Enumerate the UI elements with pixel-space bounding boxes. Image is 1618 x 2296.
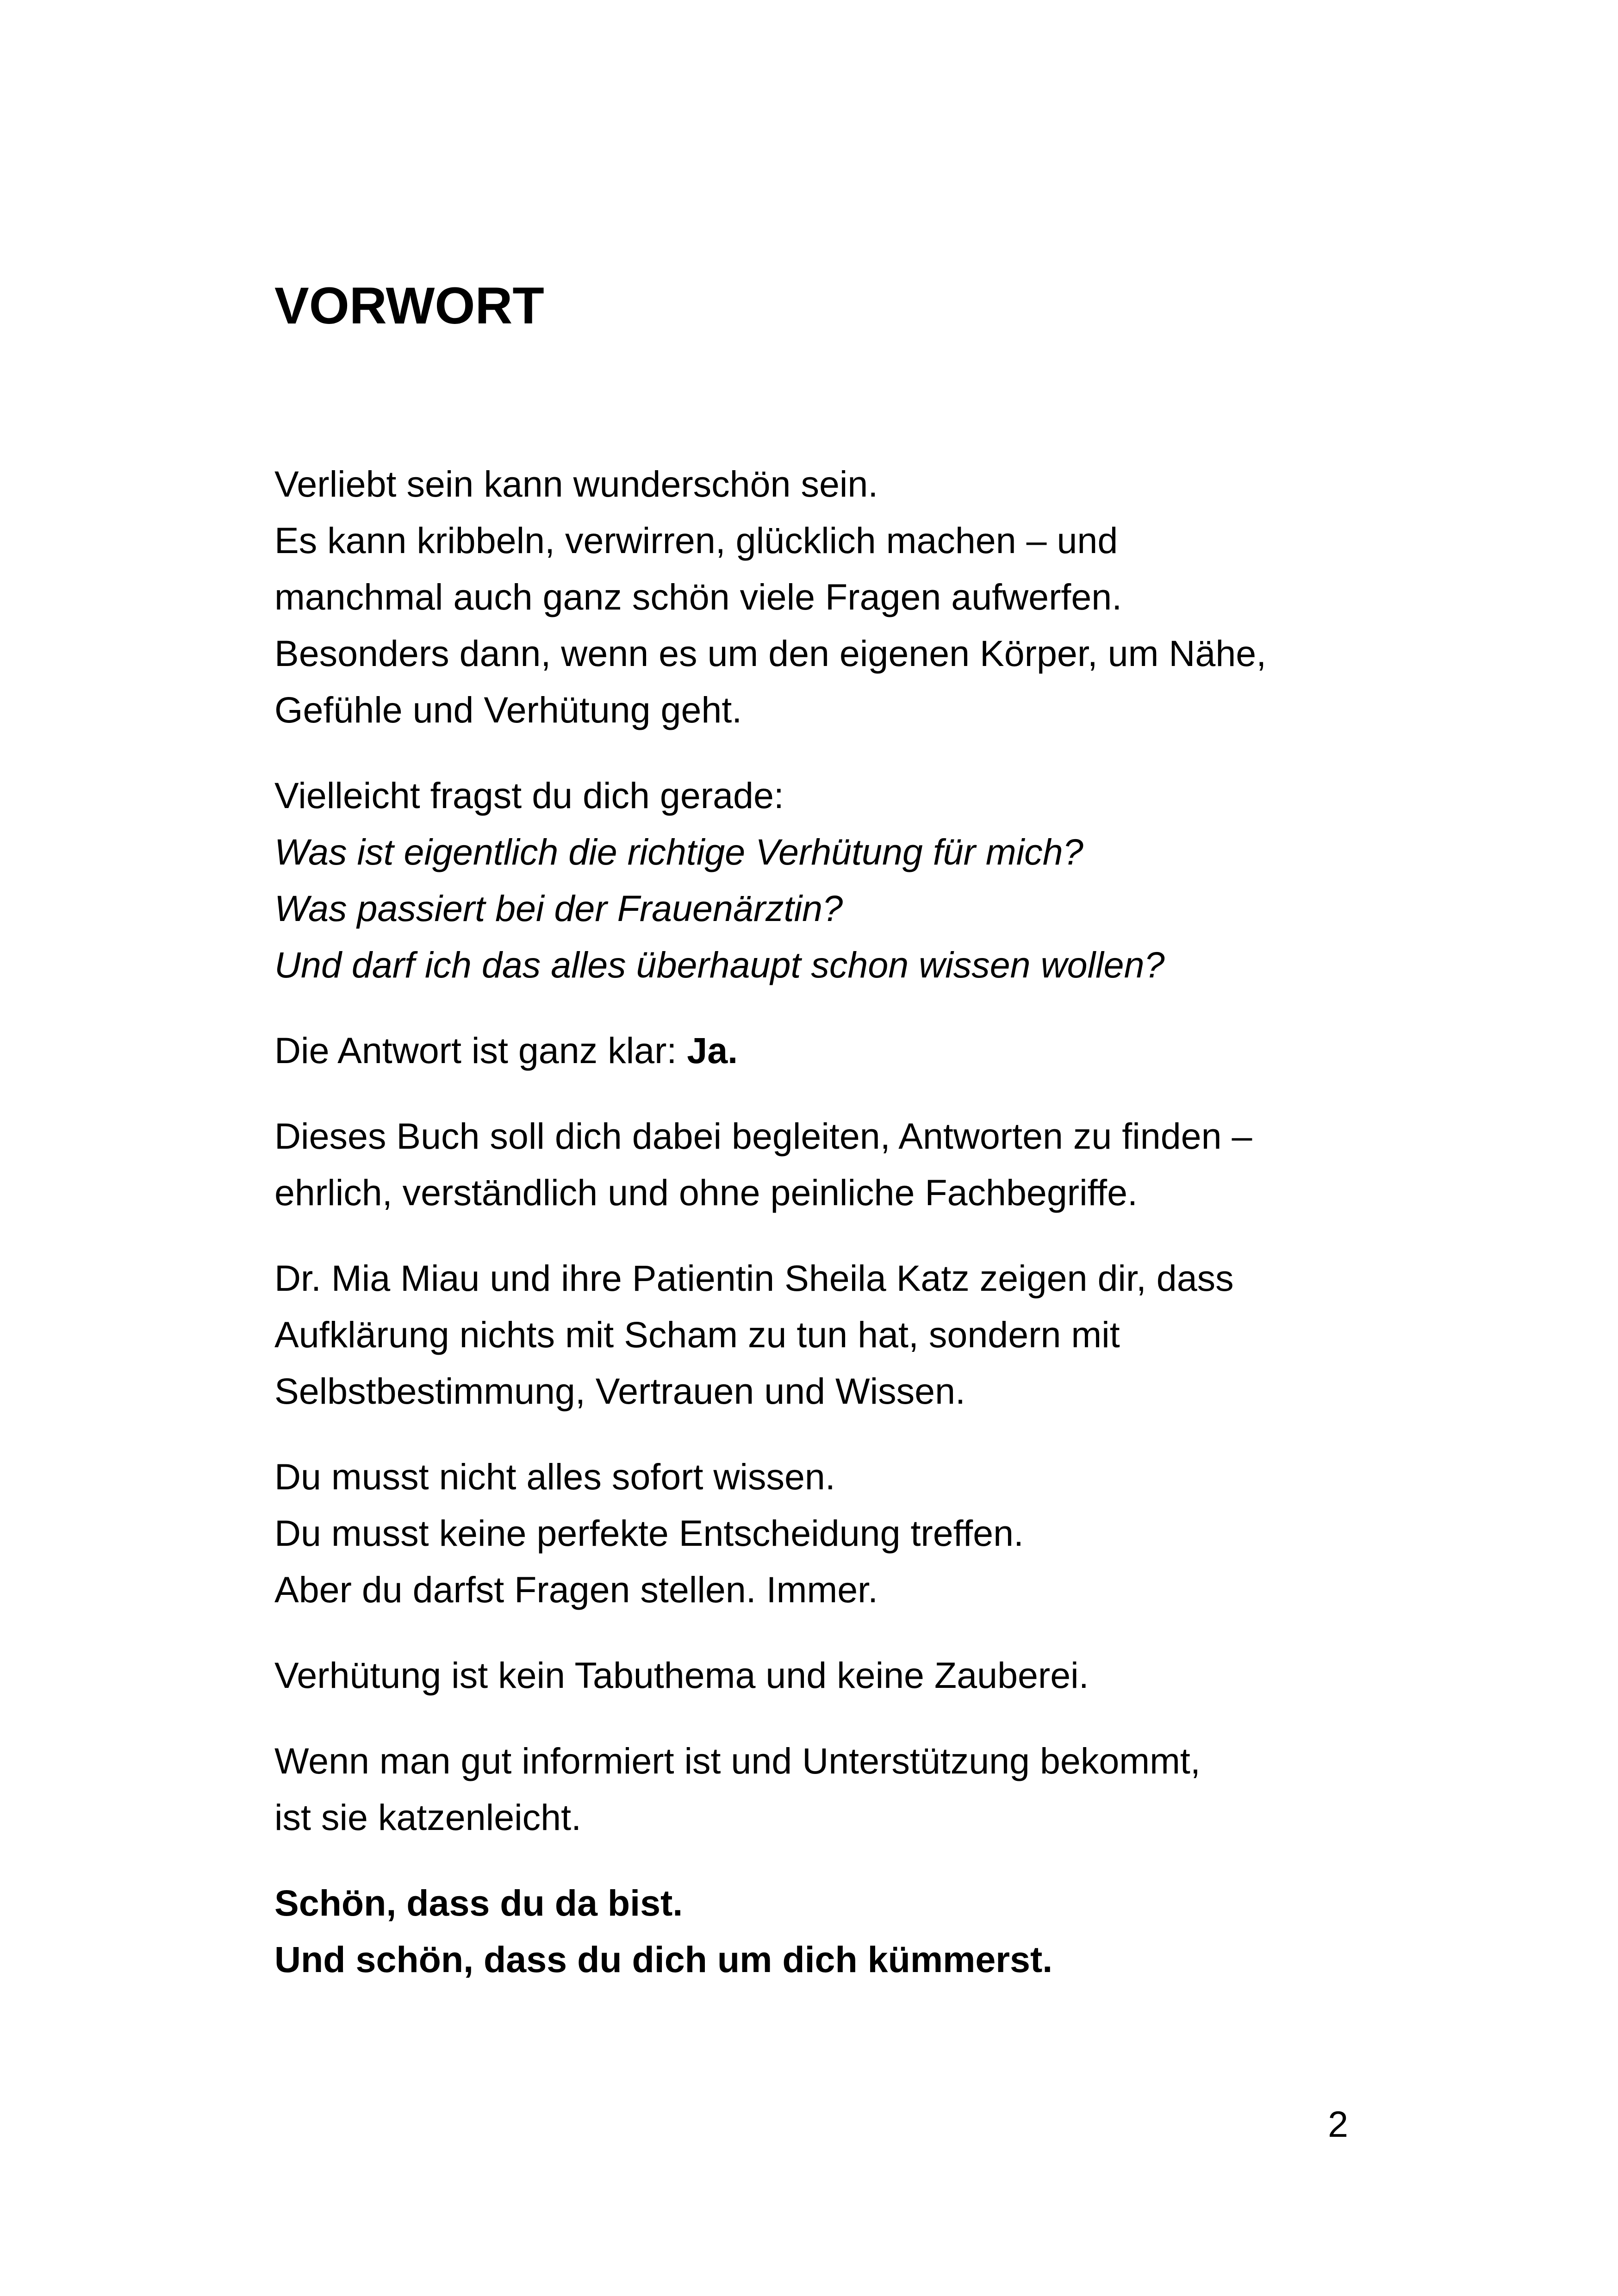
- paragraph-purpose: [274, 1108, 1394, 1221]
- text-line: ehrlich, verständlich und ohne peinliche Fachbegriffe.: [274, 1172, 1138, 1213]
- text-line: ist sie katzenleicht.: [274, 1797, 582, 1838]
- text-line: Aufklärung nichts mit Scham zu tun hat, sondern mit: [274, 1314, 1120, 1355]
- paragraph-taboo: [274, 1647, 1394, 1704]
- paragraph-informed: [274, 1733, 1394, 1846]
- text-line: Du musst keine perfekte Entscheidung treffen.: [274, 1512, 1024, 1554]
- question-line: Und darf ich das alles überhaupt schon wissen wollen?: [274, 944, 1165, 985]
- text-line: Vielleicht fragst du dich gerade:: [274, 775, 784, 816]
- text-line: Dr. Mia Miau und ihre Patientin Sheila Katz zeigen dir, dass: [274, 1257, 1234, 1299]
- paragraph-questions: [274, 767, 1394, 993]
- text-line: Verhütung ist kein Tabuthema und keine Zauberei.: [274, 1655, 1089, 1696]
- text-line: Aber du darfst Fragen stellen. Immer.: [274, 1569, 878, 1610]
- text-line: Verliebt sein kann wunderschön sein.: [274, 463, 878, 504]
- closing-line: Schön, dass du da bist.: [274, 1882, 683, 1923]
- question-line: Was passiert bei der Frauenärztin?: [274, 888, 843, 929]
- paragraph-answer: [274, 1022, 1394, 1079]
- text-line: Gefühle und Verhütung geht.: [274, 689, 742, 730]
- preface-body: [274, 456, 1394, 2017]
- closing-line: Und schön, dass du dich um dich kümmerst.: [274, 1939, 1053, 1980]
- text-line: Wenn man gut informiert ist und Unterstützung bekommt,: [274, 1740, 1201, 1781]
- question-line: Was ist eigentlich die richtige Verhütung für mich?: [274, 831, 1083, 872]
- text-line: Besonders dann, wenn es um den eigenen Körper, um Nähe,: [274, 633, 1267, 674]
- paragraph-characters: [274, 1250, 1394, 1419]
- text-line: manchmal auch ganz schön viele Fragen aufwerfen.: [274, 576, 1122, 617]
- page-number: 2: [1328, 2103, 1348, 2145]
- text-line: Es kann kribbeln, verwirren, glücklich machen – und: [274, 520, 1118, 561]
- paragraph-closing: [274, 1875, 1394, 1988]
- text-line: Dieses Buch soll dich dabei begleiten, Antworten zu finden –: [274, 1115, 1252, 1157]
- paragraph-encouragement: [274, 1449, 1394, 1618]
- answer-line: [274, 1022, 1394, 1079]
- paragraph-intro: [274, 456, 1394, 738]
- text-line: Du musst nicht alles sofort wissen.: [274, 1456, 835, 1497]
- page-title: VORWORT: [274, 277, 544, 335]
- text-line: Selbstbestimmung, Vertrauen und Wissen.: [274, 1370, 965, 1412]
- answer-text: Die Antwort ist ganz klar:: [274, 1030, 687, 1071]
- answer-emphasis: Ja.: [687, 1030, 738, 1071]
